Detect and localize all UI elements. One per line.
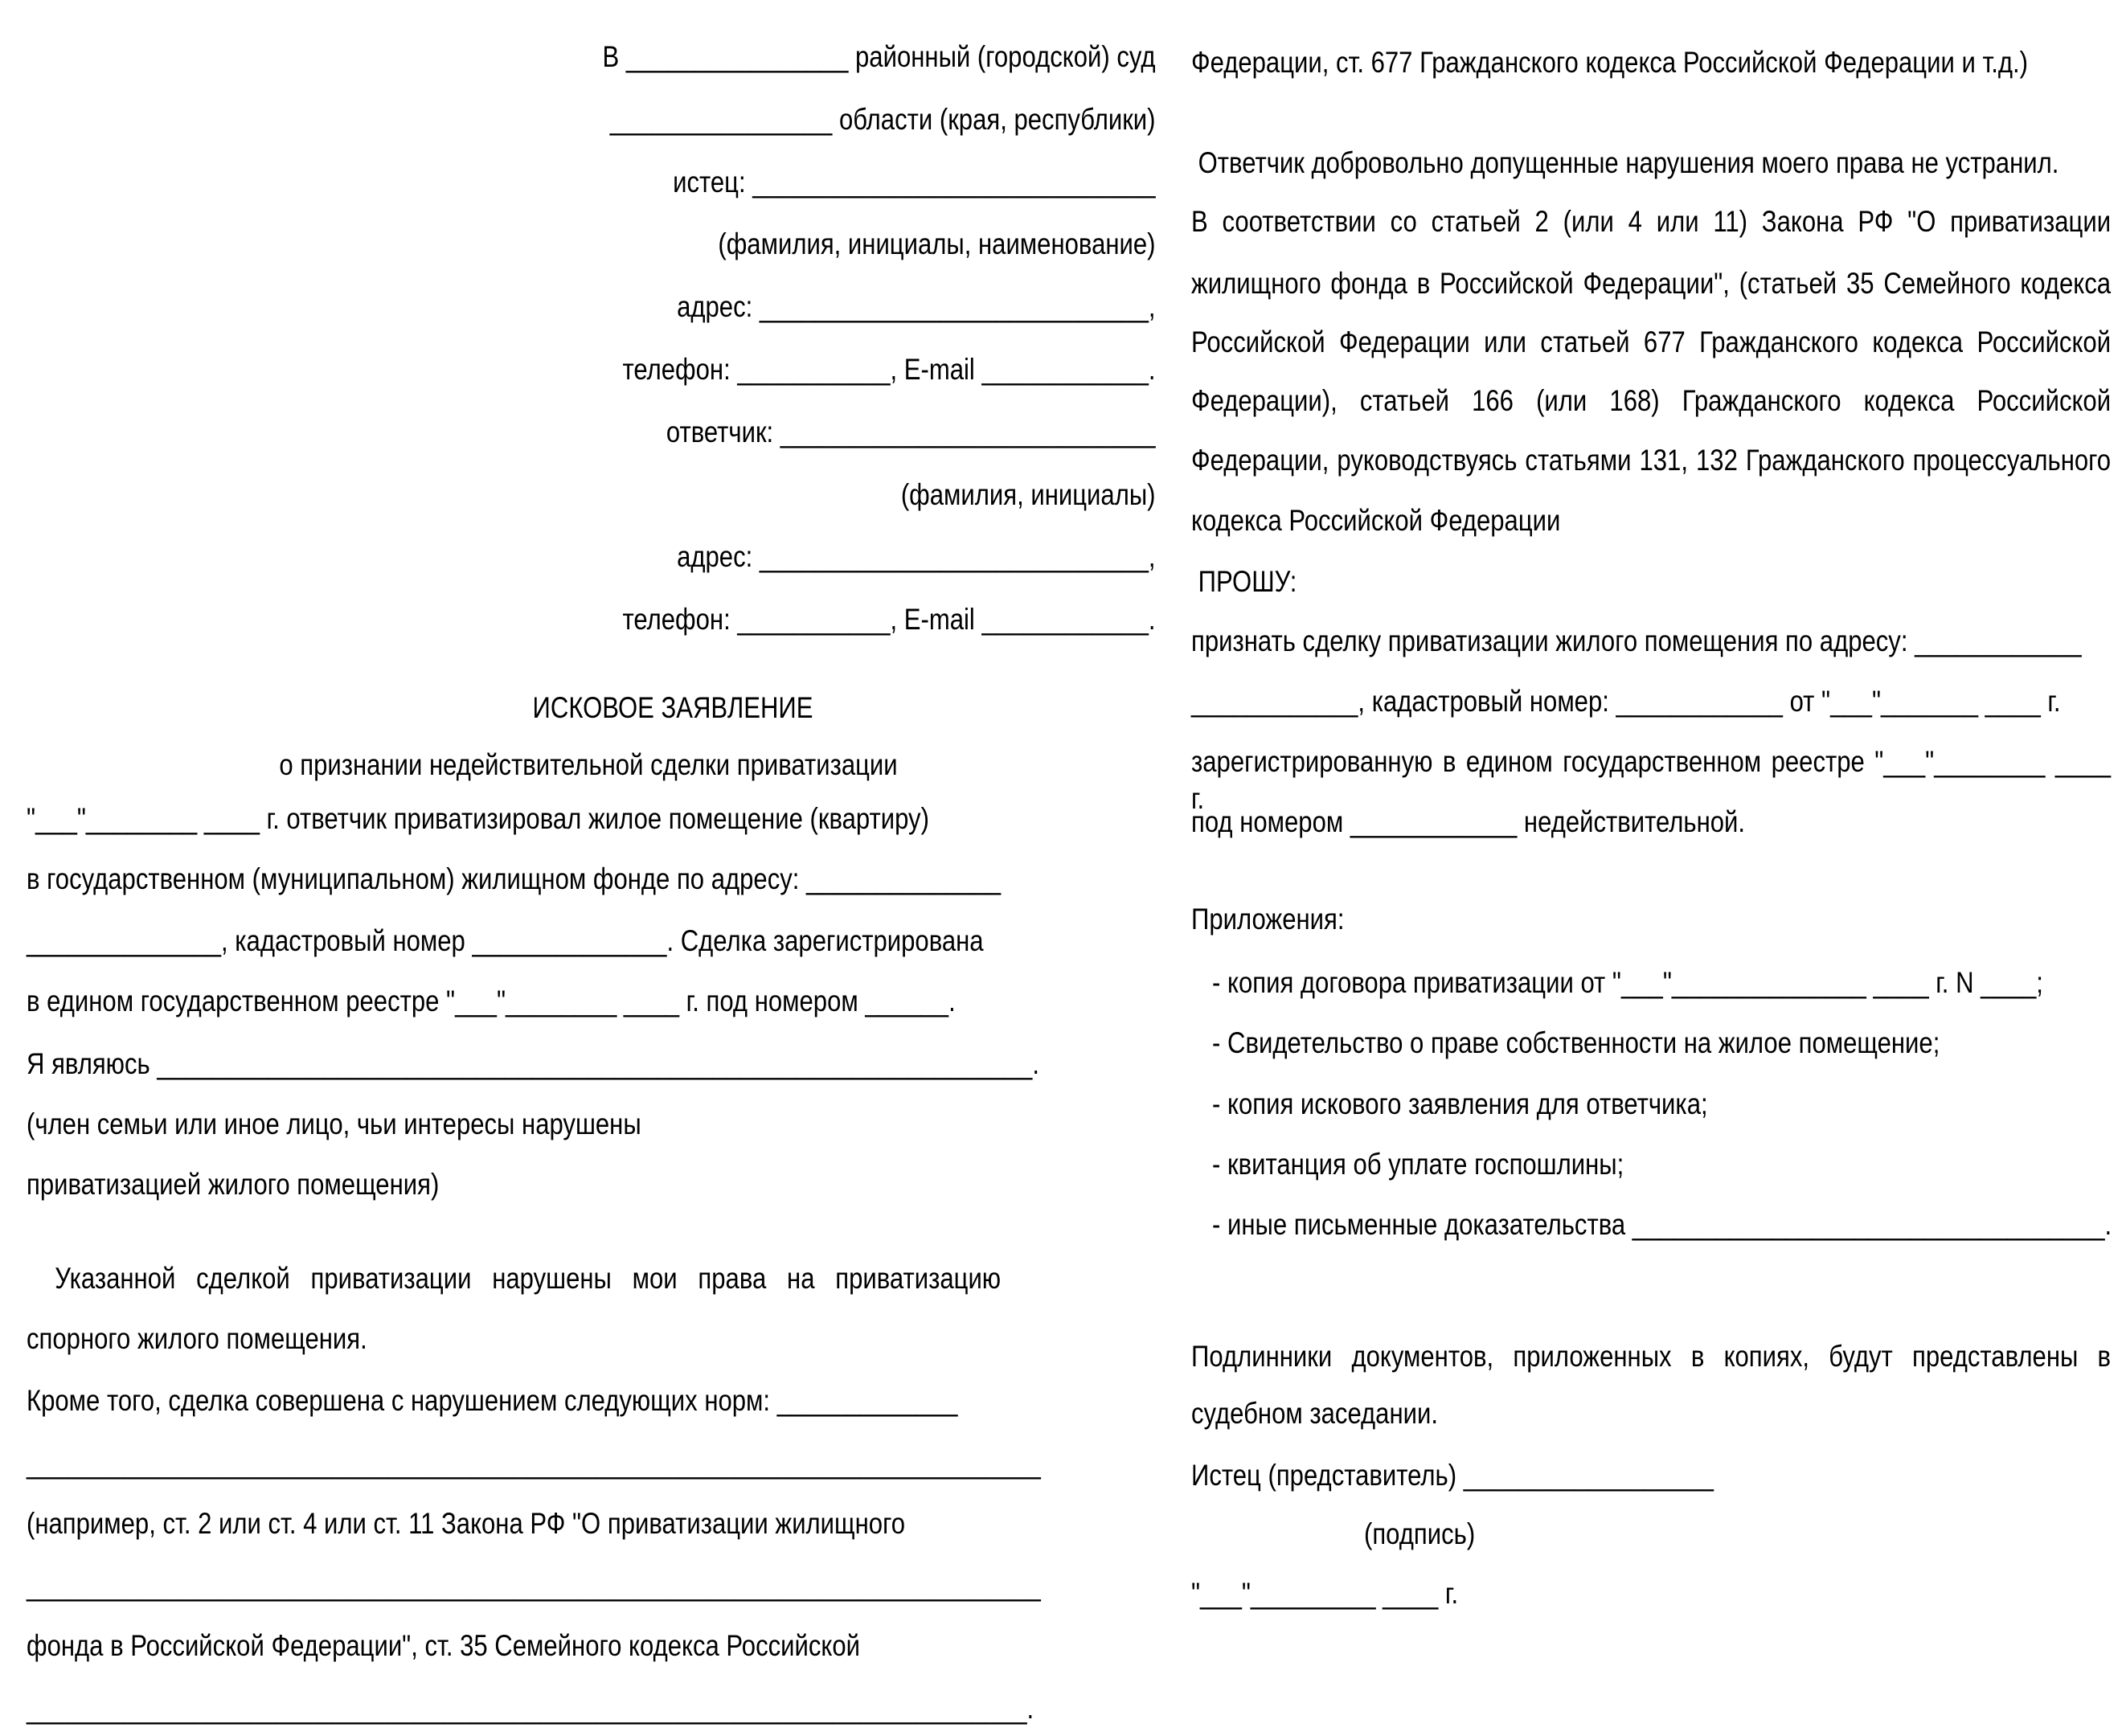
blank-fill-line: _________________________________________________________________________ bbox=[27, 1447, 1041, 1480]
plaintiff-phone-line: телефон: ___________, E-mail ____________. bbox=[622, 353, 1156, 386]
court-name-line: В ________________ районный (городской) суд bbox=[602, 40, 1156, 73]
document-subtitle: о признании недействительной сделки приватизации bbox=[279, 748, 898, 781]
defendant-phone-line: телефон: ___________, E-mail ____________. bbox=[622, 603, 1156, 636]
claimant-status-caption: приватизацией жилого помещения) bbox=[27, 1168, 440, 1201]
defendant-caption: (фамилия, инициалы) bbox=[900, 478, 1156, 511]
defendant-address-line: адрес: ____________________________, bbox=[677, 540, 1156, 573]
legal-basis-line: Федерации, руководствуясь статьями 131, 132 Гражданского процессуального bbox=[1191, 444, 2112, 477]
legal-basis-line: кодекса Российской Федерации bbox=[1191, 504, 1561, 537]
request-line: зарегистрированную в едином государственном реестре "___"________ ____ г. bbox=[1191, 745, 2112, 815]
attachment-item: - иные письменные доказательства __________________________________. bbox=[1212, 1208, 2112, 1241]
legal-basis-line: Российской Федерации или статьей 677 Гражданского кодекса Российской bbox=[1191, 326, 2112, 358]
defendant-line: ответчик: ___________________________ bbox=[666, 416, 1156, 448]
signature-line: Истец (представитель) __________________ bbox=[1191, 1459, 1714, 1492]
request-line: признать сделку приватизации жилого помещения по адресу: ____________ bbox=[1191, 624, 2082, 657]
defendant-refusal-line: Ответчик добровольно допущенные нарушения моего права не устранил. bbox=[1191, 146, 2059, 179]
plaintiff-caption: (фамилия, инициалы, наименование) bbox=[718, 227, 1156, 260]
originals-note-line: судебном заседании. bbox=[1191, 1397, 1438, 1430]
claim-fact-line: ______________, кадастровый номер ______________. Сделка зарегистрирована bbox=[27, 924, 984, 957]
signature-caption: (подпись) bbox=[1364, 1517, 1476, 1550]
rights-violated-line: спорного жилого помещения. bbox=[27, 1322, 367, 1355]
blank-fill-line: ________________________________________________________________________. bbox=[27, 1692, 1034, 1725]
violated-norms-line: Кроме того, сделка совершена с нарушением следующих норм: _____________ bbox=[27, 1384, 958, 1417]
legal-basis-line: В соответствии со статьей 2 (или 4 или 11) Закона РФ "О приватизации bbox=[1191, 205, 2112, 238]
request-header: ПРОШУ: bbox=[1191, 565, 1297, 598]
claim-fact-line: "___"________ ____ г. ответчик приватизировал жилое помещение (квартиру) bbox=[27, 802, 929, 835]
legal-basis-line: Федерации), статьей 166 (или 168) Гражданского кодекса Российской bbox=[1191, 384, 2112, 417]
claim-fact-line: в государственном (муниципальном) жилищном фонде по адресу: ______________ bbox=[27, 862, 1002, 895]
attachment-item: - квитанция об уплате госпошлины; bbox=[1212, 1148, 1624, 1181]
region-line: ________________ области (края, республики) bbox=[609, 103, 1156, 136]
request-line: ____________, кадастровый номер: ____________ от "___"_______ ____ г. bbox=[1191, 685, 2061, 718]
claimant-status-caption: (член семьи или иное лицо, чьи интересы нарушены bbox=[27, 1108, 641, 1140]
claim-fact-line: в едином государственном реестре "___"________ ____ г. под номером ______. bbox=[27, 985, 956, 1017]
attachment-item: - Свидетельство о праве собственности на жилое помещение; bbox=[1212, 1026, 1940, 1059]
norms-example-line: (например, ст. 2 или ст. 4 или ст. 11 Закона РФ "О приватизации жилищного bbox=[27, 1507, 906, 1540]
blank-fill-line: _________________________________________________________________________ bbox=[27, 1569, 1041, 1602]
originals-note-line: Подлинники документов, приложенных в копиях, будут представлены в bbox=[1191, 1340, 2112, 1373]
legal-basis-line: жилищного фонда в Российской Федерации", (статьей 35 Семейного кодекса bbox=[1191, 267, 2112, 300]
date-line: "___"_________ ____ г. bbox=[1191, 1577, 1459, 1610]
norms-example-line: фонда в Российской Федерации", ст. 35 Семейного кодекса Российской bbox=[27, 1629, 861, 1662]
attachments-header: Приложения: bbox=[1191, 903, 1345, 936]
attachment-item: - копия договора приватизации от "___"______________ ____ г. N ____; bbox=[1212, 966, 2043, 999]
claimant-status-line: Я являюсь _______________________________________________________________. bbox=[27, 1047, 1039, 1080]
request-line: под номером ____________ недействительной. bbox=[1191, 805, 1746, 838]
document-title: ИСКОВОЕ ЗАЯВЛЕНИЕ bbox=[532, 691, 813, 724]
rights-violated-line: Указанной сделкой приватизации нарушены мои права на приватизацию bbox=[55, 1262, 1002, 1295]
plaintiff-line: истец: _____________________________ bbox=[673, 166, 1156, 199]
attachment-item: - копия искового заявления для ответчика; bbox=[1212, 1087, 1708, 1120]
norms-example-line: Федерации, ст. 677 Гражданского кодекса Российской Федерации и т.д.) bbox=[1191, 46, 2029, 79]
plaintiff-address-line: адрес: ____________________________, bbox=[677, 290, 1156, 323]
